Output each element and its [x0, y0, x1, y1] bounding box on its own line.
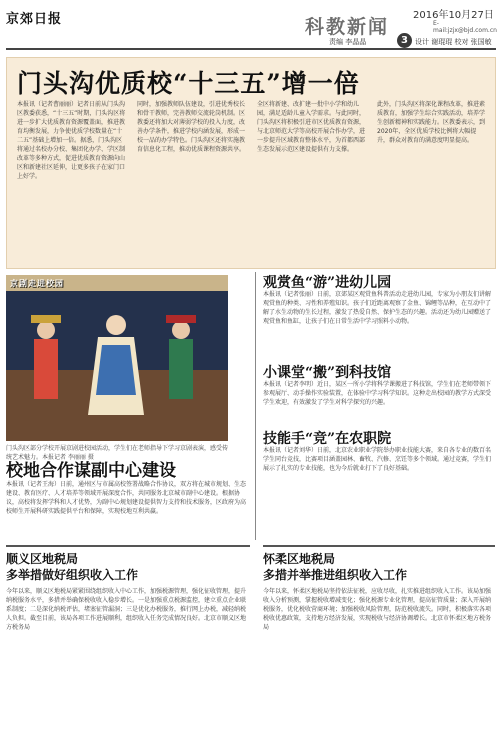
bottom-left-box [6, 545, 250, 735]
story-headline: 小课堂“搬”到科技馆 [263, 365, 392, 381]
lead-column: 此外，门头沟区将深化课程改革，推进素质教育，加强学生综合实践活动，培养学生创新精神和实践能力。区教委表示，到2020年，全区优质学校比例将大幅提升，群众对教育的满意度明显提高。 [377, 101, 486, 144]
news-photo [6, 275, 228, 441]
editor-credit: 责编 李晶晶 [329, 38, 367, 46]
photo-sign: 京剧走进校园 [10, 279, 64, 288]
contact-email: E-mail:jzjx@bjd.com.cn [433, 20, 497, 34]
story-body: 今年以来，怀柔区地税局坚持依法征税，应收尽收，扎实推进组织收入工作。该局加强收入分析预测，掌握税收增减变化；强化税源专业化管理，提高征管质量；深入开展纳税服务，优化税收营商环境；加强税收风险管理，防范税收流失。同时，积极落实各项税收优惠政策，支持地方经济发展，实现税收与经济协调增长。北京市怀柔区地方税务局 [263, 588, 492, 631]
story-headline: 校地合作谋副中心建设 [6, 461, 176, 481]
story-headline: 观赏鱼“游”进幼儿园 [263, 275, 392, 291]
photo-caption: 门头沟区部分学校开展京剧进校园活动，学生们在老师指导下学习京剧表演，感受传统艺术魅力。本报记者 李丽丽 摄 [6, 445, 229, 461]
story-headline: 技能手“竞”在农职院 [263, 431, 392, 447]
lead-column: 同时，加强教师队伍建设，引进优秀校长和骨干教师，完善教师交流轮岗机制。区教委还将加大对薄弱学校的投入力度，改善办学条件，推进学校内涵发展，形成一校一品的办学特色。门头沟区还将实施教育信息化工程，推动优质课程资源共享。 [137, 101, 246, 153]
lead-column: 本报讯（记者曹丽丽）记者日前从门头沟区教委获悉，“十三五”时期，门头沟区将进一步扩大优质教育资源覆盖面，推进教育均衡发展，力争使优质学校数量在“十二五”基础上增加一倍。据悉，门头沟区将通过名校办分校、集团化办学、学区制改革等多种方式，促进优质教育资源向山区和新建社区延伸，让更多孩子在家门口上好学。 [17, 101, 126, 180]
lead-body [17, 100, 487, 265]
story-body: 今年以来，顺义区地税局紧紧围绕组织收入中心工作，加强税源管理，强化征收管理，提升纳税服务水平，多措并举确保税收收入稳步增长。一是加强重点税源监控，建立重点企业联系制度；二是深化纳税评估，堵塞征管漏洞；三是优化办税服务，推行网上办税，减轻纳税人负担。截至目前，该局各项工作进展顺利，组织收入任务完成情况良好。北京市顺义区地方税务局 [6, 588, 247, 631]
lead-column: 全区将新建、改扩建一批中小学和幼儿园，满足适龄儿童入学需求。与此同时，门头沟区将积极引进市区优质教育资源，与北京师范大学等高校开展合作办学，进一步提升区域教育整体水平，为首都西部生态发展示范区建设提供有力支撑。 [257, 101, 366, 153]
page-number-badge: 3 [397, 33, 412, 48]
masthead-rule [6, 48, 496, 50]
section-title: 科教新闻 [305, 16, 390, 38]
lead-headline: 门头沟优质校“十三五”增一倍 [17, 69, 360, 98]
masthead [0, 0, 501, 54]
issue-date: 2016年10月27日 [413, 10, 494, 21]
story-body: 本报讯（记者王海）日前，通州区与市属高校签署战略合作协议，双方将在城市规划、生态建设、教育医疗、人才培养等领域开展深度合作，共同服务北京城市副中心建设。根据协议，高校将发挥学科和人才优势，为副中心规划建设提供智力支持和技术服务，区政府为高校师生开展科研实践提供平台和保障，实现校地互利共赢。 [6, 481, 247, 515]
story-body: 本报讯（记者刘华）日前，北京农业职业学院举办职业技能大赛，来自各专业的数百名学生同台竞技，比赛项目涵盖园林、畜牧、汽修、烹饪等多个领域。通过竞赛，学生们展示了扎实的专业技能，也为今后就业打下了良好基础。 [263, 447, 492, 472]
lead-article [6, 57, 496, 269]
design-credit: 设计 谢琨琨 校对 张国敏 [415, 38, 492, 46]
newspaper-title: 京郊日报 [6, 12, 63, 27]
story-body: 本报讯（记者李明）近日，某区一所小学将科学课搬进了科技馆，学生们在老师带领下参观展厅、动手操作实验装置，在体验中学习科学知识。这种走出校园的教学方式深受学生欢迎，有效激发了学生对科学探究的兴趣。 [263, 381, 492, 406]
column-divider [255, 272, 256, 540]
story-body: 本报讯（记者张丽）日前，京郊某区观赏鱼科普活动走进幼儿园，专家为小朋友们讲解观赏鱼的种类、习性和养殖知识。孩子们近距离观察了金鱼、锦鲤等品种，在互动中了解了水生动物的生长过程，激发了热爱自然、保护生态的兴趣。活动还为幼儿园赠送了观赏鱼和鱼缸，让孩子们在日常生活中学习照料小动物。 [263, 291, 492, 325]
story-headline: 怀柔区地税局 多措并举推进组织收入工作 [263, 552, 408, 582]
bottom-right-box [263, 545, 495, 735]
story-headline: 顺义区地税局 多举措做好组织收入工作 [6, 552, 139, 582]
stage-performance-illustration [6, 275, 228, 441]
